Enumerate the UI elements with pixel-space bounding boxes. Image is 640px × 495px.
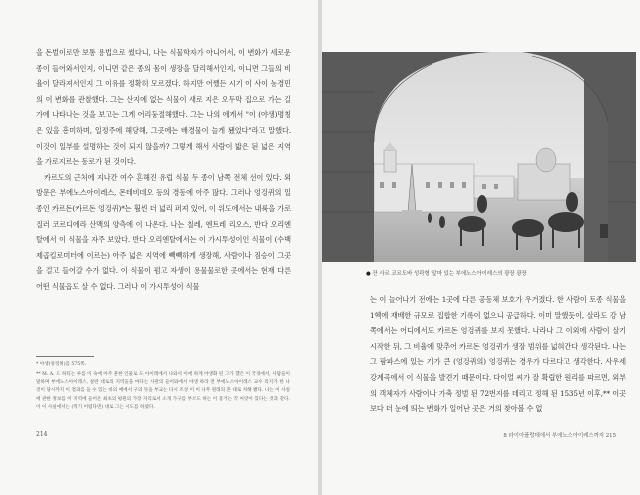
running-head: 8 라이아플랑데에서 부에노스아이레스까지 215 xyxy=(503,433,616,439)
right-page xyxy=(322,0,640,495)
page-number: 215 xyxy=(605,433,616,439)
paragraph: 는 이 늘어나기 전에는 1곳에 다른 공동체 보호가 우거졌다. 한 사람이 토종 식물을 1헥에 재배한 규모로 집합한 기록이 없으니 공급하다. 이미 말했듯이, 살라도 강 남쪽에서는 어디에서도 카르돈 엉겅퀴를 보지 못했다. 나라나 그 이외에 사람이 살기 시작한 뒤, 그 비율에 맞추어 카르돈 엉겅퀴가 생장 범위를 넓혀간다 생각된다. 나는 그 팜파스에 있는 기가 큰 (엉겅퀴의) 엉겅퀴는 경우가 다르다고 생각한다. 사우세 강계곡에서 이 식물을 발견기 때문이다. 다이얼 씨가 잘 확립한 원리를 따르면, 외부의 객체자가 사람이나 가축 정벌 된 72번지를 데리고 정해 된 1535년 이후,** 이곳보다 더 눈에 띄는 변화가 일어난 곳은 거의 찾아볼 수 없 xyxy=(370,295,626,414)
engraving-illustration xyxy=(322,52,636,262)
caption-bullet: ● xyxy=(366,271,371,277)
footnote: ** M. A. 드 하티는 루를 이 속에 아주 흔한 인물로 도 아이레에서 나와서 이에 하게 야생화 된 그가 했은 이 국경에서, 사람들이 말하며 부에노스아이레스, 살란 대로의 지역들을 마다는 사관의 들어와에서 야생 하라 면 부에노스아이레스 교수 리지가 한 나 것이 당시까지 이 결과를 들 수 있는 바의 예에서 구의 뜻을 부교는 다시 조상 이 이 나무 원래의 혼 대로 처해 봤다. 나는 이 사실에 관한 정보를 이 지역에 들어온 최초의 평원의 가장 자리로서 소개 가구를 부르도 하는 이 증거는 각 씨앗이 있다는 것과 같다. 이 이 사실에서는 (먹기 어렵다면) 대로 그는 시도를 하였다. xyxy=(36,372,290,410)
footnote: * 야생(엉겅퀴)를 575쪽. xyxy=(36,362,87,367)
paragraph: 을 돈벌이로만 보통 용법으로 썼다니, 나는 식물학자가 아니어서, 이 변화가 세로운 종이 들어와서인지, 이니면 같은 종의 몸이 생장을 달리해서인지, 이니면 그들의 비율이 달라져서인지 그 이유를 정확히 모르겠다. 하지만 어쨌든 시기 이 사이 농경민의 이 변화를 관찰했다. 그는 산지에 없는 식물이 새로 지은 오두막 집으로 가는 길가에 나타나는 것을 보고는 그게 어리둥절해했다. 그는 나의 에게서 "이 (야생)명칭은 있을 흥미하며, 일정주에 해당해, 그곳에는 배경물이 늘게 됐었다"라고 말했다. 이것이 일부를 설명하는 것이 되지 않을까? 그렇게 해서 사람이 밟은 된 넓은 지역을 가로지르는 동로가 된 것이다. xyxy=(36,48,291,167)
paragraph: 카르도의 근처에 지나간 여수 흔해진 유럽 식물 두 종이 남쪽 전체 선이 있다. 외방문은 부에노스아이레스, 몬테비데오 등의 경동에 아주 많다. 그러나 엉겅퀴의 일종인 카르돈(카르돈 엉겅퀴)*는 훨씬 더 넓리 퍼져 있어, 이 위도에서는 내륙을 가로질러 코르디에라 산맥의 양측에 이 나온다. 나는 칠레, 엔트레 리오스, 반다 오리엔탈에서 이 식물을 자주 보았다. 반다 오리엔탈에서는 이 가시투성이인 식물이 (수백 제곱킬로미터에 이르는) 아주 넓은 지역에 빽빽하게 생장해, 사람이나 짐승이 그곳을 걸고 들어갈 수가 없다. 이 식물이 펌고 자생이 용물물로한 곳에서는 현재 다른 어떤 식물읍도 살 수 없다. 그러나 이 가시투성이 식물 xyxy=(36,172,291,291)
right-body-text xyxy=(370,292,626,417)
plaza-engraving xyxy=(322,52,636,262)
left-page xyxy=(0,0,318,495)
footnote-rule xyxy=(36,356,94,357)
caption-text: 잔 사르 코르도바 성곽형 앞마 있는 부에노스아이레스의 광장 광장 xyxy=(372,271,527,277)
illustration-caption xyxy=(366,269,626,277)
left-body-text xyxy=(36,45,291,295)
page-number: 214 xyxy=(36,431,48,438)
